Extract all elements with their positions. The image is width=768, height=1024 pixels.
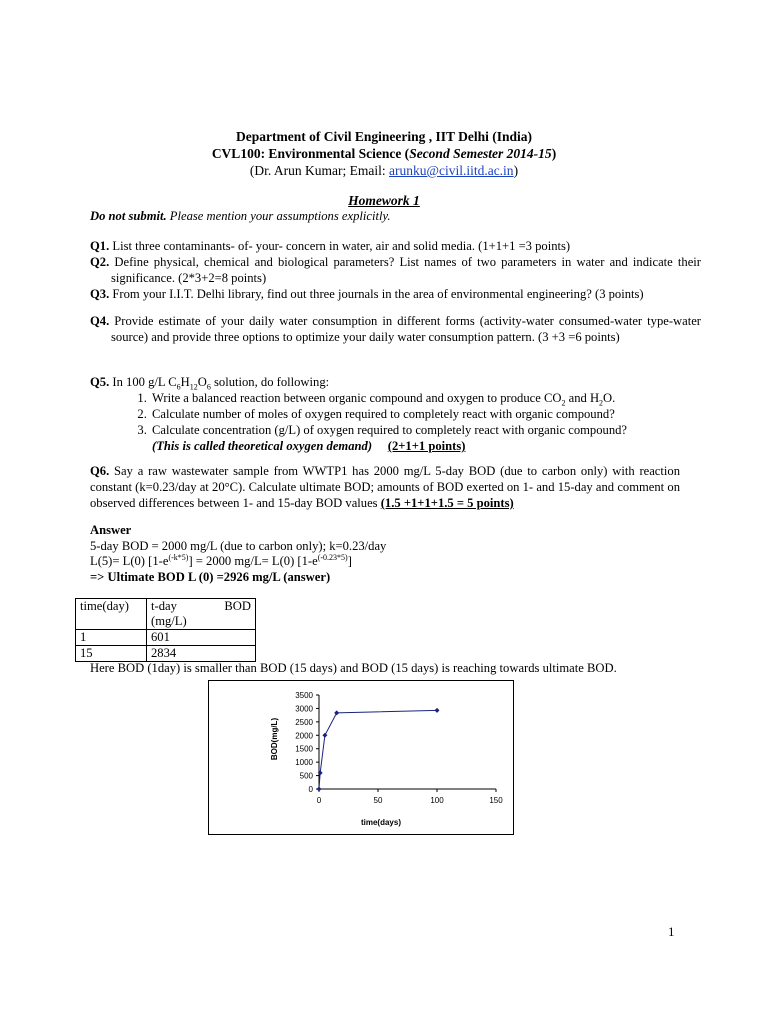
data-point	[435, 708, 440, 713]
y-tick-label: 1500	[295, 744, 313, 754]
question-5: Q5. In 100 g/L $C_6H_{12}O_6$ solution, do following: 1. Write a balanced reaction between organic compound and oxygen to produce $CO_2$ and $H_2O$. 2. Calculate number of moles of oxygen required to completely react with organic compound? 3. Calculate concentration (g/L) of oxygen required to completely react with organic compound? (This is called theoretical oxygen demand) (2+1+1 points)	[90, 374, 680, 454]
y-tick-label: 3000	[295, 704, 313, 714]
table-row: 1 601	[76, 630, 256, 646]
x-tick-label: 0	[316, 796, 322, 805]
bod-chart-frame	[208, 680, 514, 835]
data-point	[317, 787, 322, 792]
y-axis-label: BOD(mg/L)	[270, 717, 279, 761]
y-tick-label: 2500	[295, 717, 313, 727]
homework-title: Homework 1	[348, 193, 420, 208]
header-time: time(day)	[76, 599, 147, 630]
y-tick-label: 500	[299, 771, 313, 781]
y-tick-label: 1000	[295, 758, 313, 768]
question-3: Q3. From your I.I.T. Delhi library, find out three journals in the area of environmental engineering? (3 points)	[90, 287, 644, 301]
q5-item-3: 3. Calculate concentration (g/L) of oxygen required to completely react with organic compound? (This is called theoretical oxygen demand) (2+1+1 points)	[150, 422, 680, 454]
question-6: Q6. Say a raw wastewater sample from WWTP1 has 2000 mg/L 5-day BOD (due to carbon only) with reaction constant (k=0.23/day at 20°C). Calculate ultimate BOD; amounts of BOD exerted on 1- and 15-day and comment on observed differences between 1- and 15-day BOD values (1.5 +1+1+1.5 = 5 points)	[90, 464, 680, 510]
table-row: 15 2834	[76, 646, 256, 662]
y-tick-label: 3500	[295, 691, 313, 700]
data-point	[322, 733, 327, 738]
x-tick-label: 50	[373, 796, 383, 805]
y-tick-label: 2000	[295, 731, 313, 741]
q5-item-1: 1. Write a balanced reaction between organic compound and oxygen to produce $CO_2$ and $H_2O$.	[150, 390, 680, 406]
x-tick-label: 100	[430, 796, 444, 805]
answer-result: => Ultimate BOD L (0) =2926 mg/L (answer)	[90, 570, 331, 584]
answer-line-2: L(5)= L(0) $[1-e^{(-k*5)}] = 2000$ mg/L= L(0) $[1-e^{(-0.23*5)}]$	[90, 552, 352, 568]
instructor-line: (Dr. Arun Kumar; Email: arunku@civil.iitd.ac.in)	[249, 163, 519, 178]
question-1: Q1. List three contaminants- of- your- concern in water, air and solid media. (1+1+1 =3 points)	[90, 239, 571, 253]
email-link[interactable]: arunku@civil.iitd.ac.in	[389, 163, 514, 178]
homework-note: Do not submit. Please mention your assumptions explicitly.	[90, 209, 391, 223]
series-line	[319, 710, 437, 789]
x-tick-label: 150	[489, 796, 503, 805]
data-point	[318, 770, 323, 775]
answer-heading: Answer	[90, 523, 132, 537]
question-4: Q4. Provide estimate of your daily water consumption in different forms (activity-water consumed-water type-water source) and provide three options to optimize your daily water consumption pattern. (3 +3 =6 points)	[90, 314, 701, 344]
table-header-row	[76, 599, 256, 630]
data-point	[334, 710, 339, 715]
answer-line-1: 5-day BOD = 2000 mg/L (due to carbon only); k=0.23/day	[90, 539, 387, 553]
q5-item-2: 2. Calculate number of moles of oxygen required to completely react with organic compound?	[150, 406, 680, 422]
department-title: Department of Civil Engineering , IIT Delhi (India)	[235, 129, 532, 144]
y-tick-label: 0	[308, 785, 313, 794]
answer-comment: Here BOD (1day) is smaller than BOD (15 days) and BOD (15 days) is reaching towards ultimate BOD.	[90, 661, 617, 675]
x-axis-label: time(days)	[360, 818, 402, 827]
bod-chart	[209, 681, 513, 834]
bod-table	[75, 598, 256, 662]
course-title: CVL100: Environmental Science (Second Semester 2014-15)	[211, 146, 557, 161]
question-2: Q2. Define physical, chemical and biological parameters? List names of two parameters in water and indicate their significance. (2*3+2=8 points)	[90, 255, 701, 285]
page-number: 1	[668, 924, 675, 939]
header-bod: t-day BOD (mg/L)	[147, 599, 256, 630]
